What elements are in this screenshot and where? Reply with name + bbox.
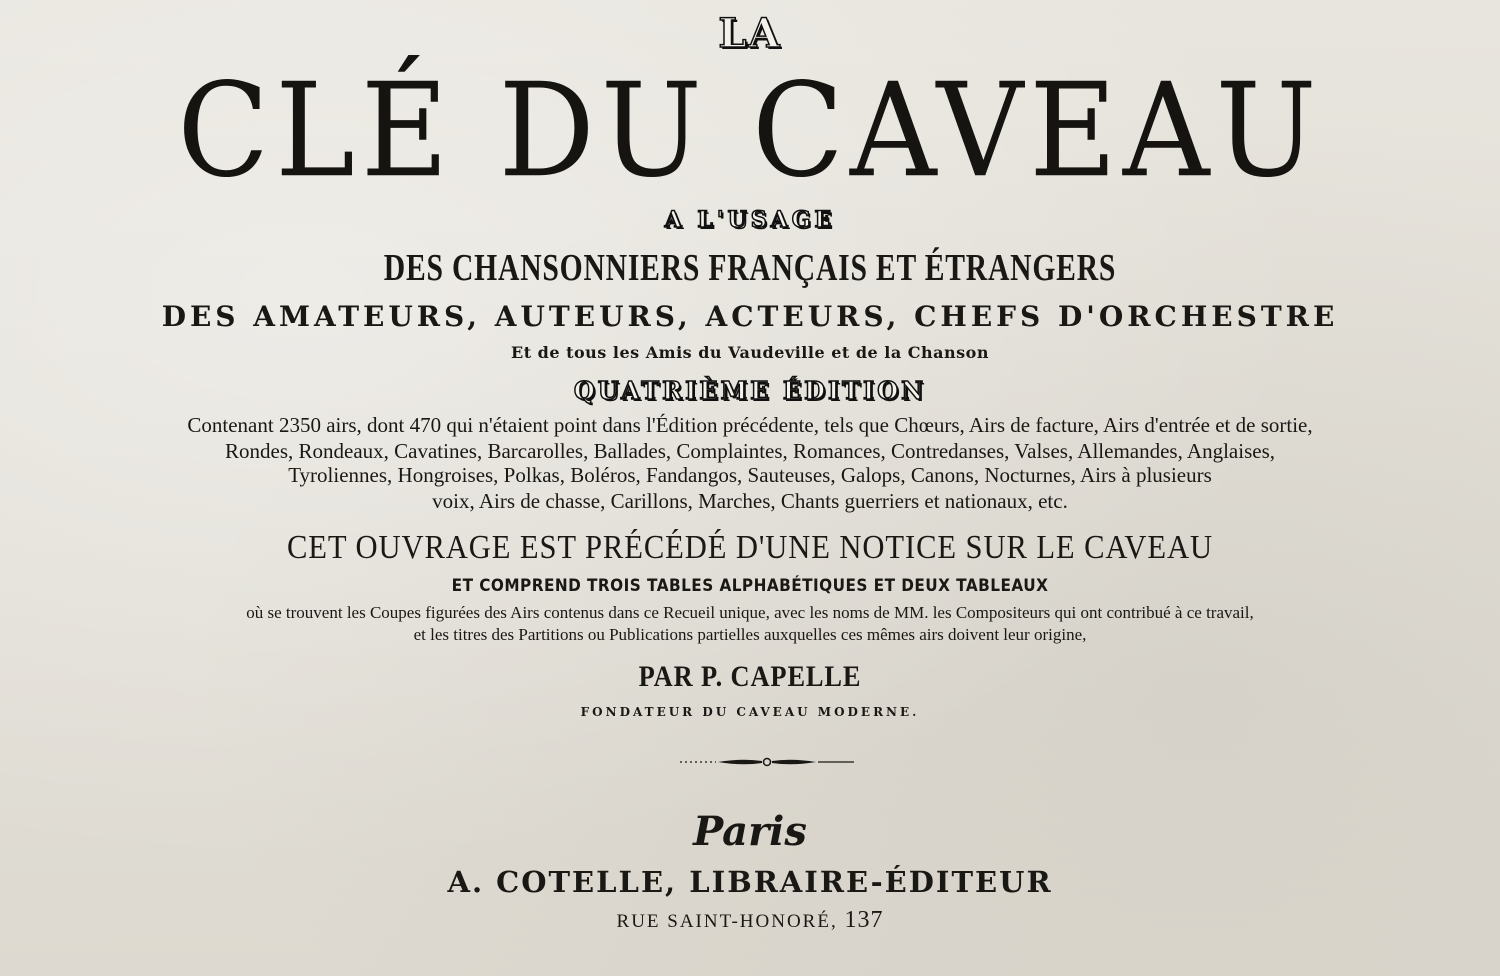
contents-line: Contenant 2350 airs, dont 470 qui n'étaient point dans l'Édition précédente, tels que Chœurs, Airs de facture, Airs d'entrée et de sortie, [187,413,1313,437]
tables-detail-line: et les titres des Partitions ou Publications partielles auxquelles ces mêmes airs doivent leur origine, [413,625,1087,644]
contents-line: Rondes, Rondeaux, Cavatines, Barcarolles, Ballades, Complaintes, Romances, Contredanses, Valses, Allemandes, Anglaises, [225,439,1275,463]
notice-heading: CET OUVRAGE EST PRÉCÉDÉ D'UNE NOTICE SUR LE CAVEAU [286,529,1214,566]
audience-line-1: DES CHANSONNIERS FRANÇAIS ET ÉTRANGERS [383,247,1117,289]
contents-line: voix, Airs de chasse, Carillons, Marches, Chants guerriers et nationaux, etc. [432,489,1068,513]
audience-line-2: DES AMATEURS, AUTEURS, ACTEURS, CHEFS D'ORCHESTRE [161,300,1339,333]
publication-city: Paris [693,808,807,855]
audience-line-3: Et de tous les Amis du Vaudeville et de la Chanson [511,343,989,362]
title-article: LA [718,10,782,57]
author-line: PAR P. CAPELLE [638,660,862,693]
publisher-line: A. COTELLE, LIBRAIRE-ÉDITEUR [447,865,1053,899]
edition-heading: QUATRIÈME ÉDITION [573,376,927,405]
main-title: CLÉ DU CAVEAU [177,56,1323,207]
tables-detail-line: où se trouvent les Coupes figurées des Airs contenus dans ce Recueil unique, avec les noms de MM. les Compositeurs qui ont contribué à ce travail, [246,603,1254,622]
address-number: 137 [844,907,884,933]
publisher-address [0,907,1500,934]
author-role: FONDATEUR DU CAVEAU MODERNE. [580,705,920,719]
address-street: RUE SAINT-HONORÉ, [616,911,838,932]
tables-heading: ET COMPREND TROIS TABLES ALPHABÉTIQUES ET DEUX TABLEAUX [451,576,1049,596]
usage-line: A L'USAGE [664,207,836,233]
contents-line: Tyroliennes, Hongroises, Polkas, Boléros, Fandangos, Sauteuses, Galops, Canons, Nocturnes, Airs à plusieurs [288,463,1212,487]
ornamental-divider-icon [678,752,856,772]
